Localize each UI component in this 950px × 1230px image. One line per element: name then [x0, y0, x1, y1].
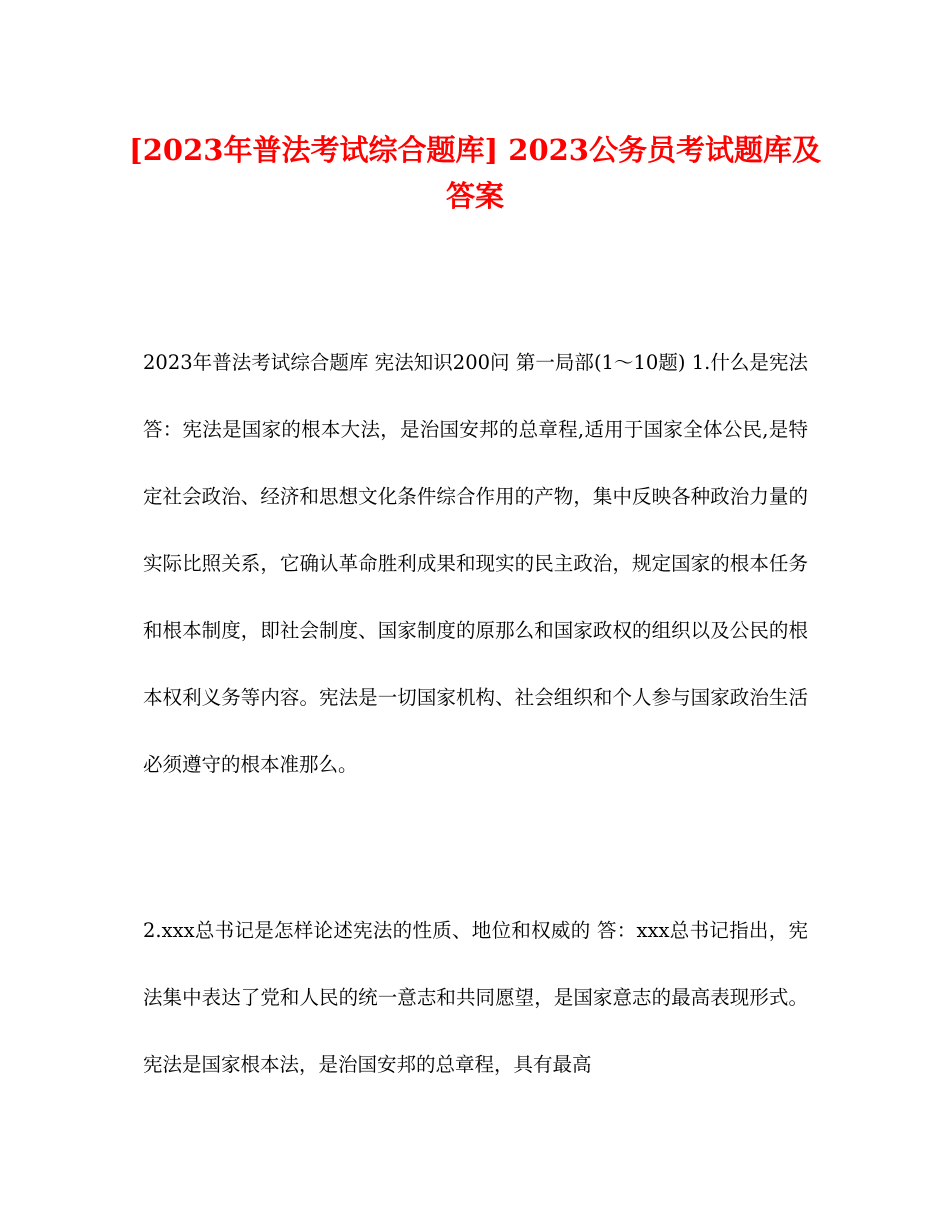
- document-title: [2023年普法考试综合题库] 2023公务员考试题库及答案: [129, 133, 821, 213]
- paragraph-2: 2.xxx总书记是怎样论述宪法的性质、地位和权威的 答：xxx总书记指出，宪法集中表达了党和人民的统一意志和共同愿望，是国家意志的最高表现形式。宪法是国家根本法，是治国安邦的总章程，具有最高: [143, 919, 808, 1076]
- paragraph-1: 2023年普法考试综合题库 宪法知识200问 第一局部(1～10题) 1.什么是宪法 答：宪法是国家的根本大法，是治国安邦的总章程,适用于国家全体公民,是特定社会政治、经济和思想文化条件综合作用的产物，集中反映各种政治力量的实际比照关系，它确认革命胜利成果和现实的民主政治，规定国家的根本任务和根本制度，即社会制度、国家制度的原那么和国家政权的组织以及公民的根本权利义务等内容。宪法是一切国家机构、社会组织和个人参与国家政治生活必须遵守的根本准那么。: [143, 351, 808, 776]
